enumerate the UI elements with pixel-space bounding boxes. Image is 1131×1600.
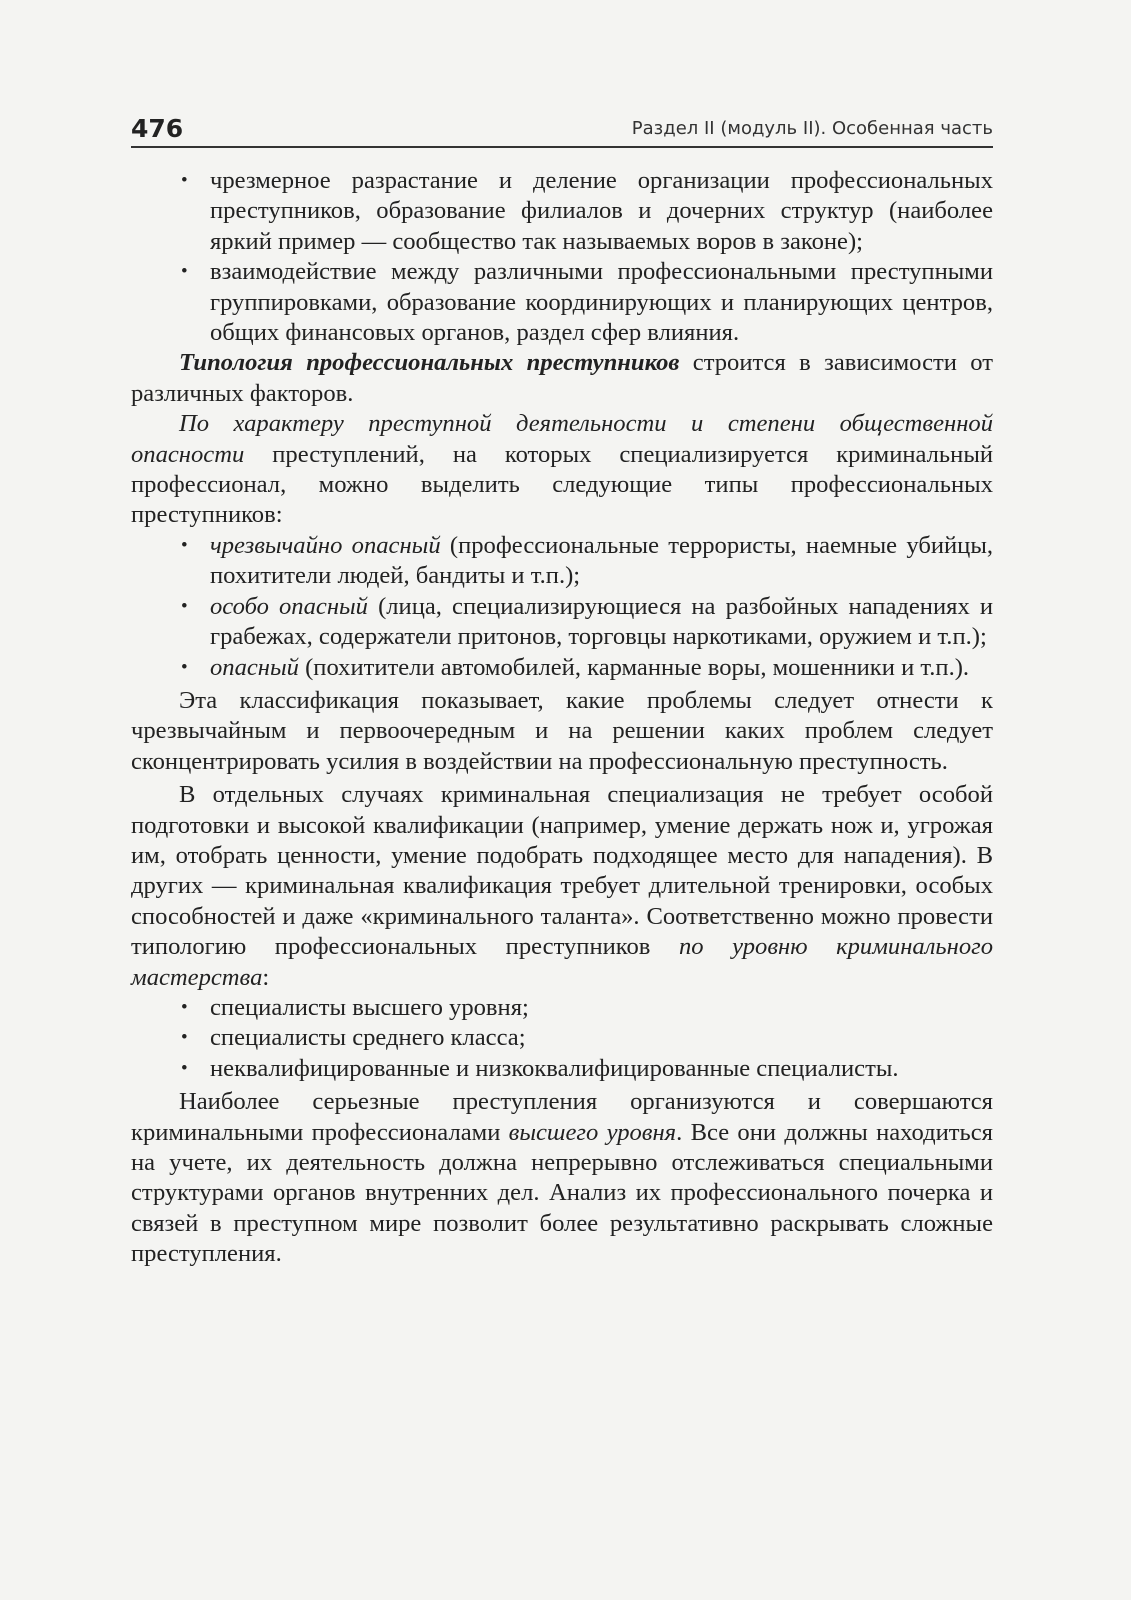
list-item-text: специалисты среднего класса; — [210, 1024, 526, 1052]
top-level-term: высшего уровня — [508, 1118, 677, 1146]
running-head: Раздел II (модуль II). Особенная часть — [631, 118, 993, 139]
bullet-icon: • — [181, 595, 188, 617]
bullet-icon: • — [181, 656, 188, 678]
paragraph-text-end: . Все они должны находиться на учете, их деятельность должна непрерывно отслеживаться специальными структурами органов внутренних дел. Анализ их профессионального почерка и связей в преступном мире позволит более результативно раскрывать сложные преступления. — [131, 1118, 993, 1268]
page-body — [131, 166, 993, 1270]
paragraph-classification: Эта классификация показывает, какие проблемы следует отнести к чрезвычайным и первоочередным и на решении каких проблем следует сконцентрировать усилия в воздействии на профессиональную преступность. — [131, 686, 993, 775]
list-item — [131, 1023, 993, 1053]
bullet-list-skill-types — [131, 993, 993, 1084]
paragraph-text-end: : — [262, 963, 270, 991]
list-item-term: опасный — [210, 653, 299, 681]
list-item-term: чрезвычайно опасный — [210, 531, 441, 559]
list-item — [131, 993, 993, 1023]
skill-term: по уровню криминального мастерства — [131, 933, 994, 991]
list-item — [131, 653, 993, 683]
paragraph-text: В отдельных случаях криминальная специализация не требует особой подготовки и высокой квалификации (например, умение держать нож и, угрожая им, отобрать ценности, умение подобрать подходящее место для нападения). В других — криминальная квалификация требует длительной тренировки, особых способностей и даже «криминального таланта». Соответственно можно провести типологию профессиональных преступников — [131, 781, 993, 961]
bullet-list-problems — [131, 166, 993, 348]
paragraph-top-level — [131, 1087, 993, 1269]
list-item-text: чрезмерное разрастание и деление организации профессиональных преступников, образование филиалов и дочерних структур (наиболее яркий пример — сообщество так называемых воров в законе); — [210, 167, 993, 255]
list-item-text: взаимодействие между различными профессиональными преступными группировками, образование координирующих и планирующих центров, общих финансовых органов, раздел сфер влияния. — [210, 258, 993, 347]
criteria-term: По характеру преступной деятельности и степени общественной опасности — [131, 410, 993, 468]
list-item — [131, 592, 993, 653]
paragraph-text: преступлений, на которых специализируется криминальный профессионал, можно выделить следующие типы профессиональных преступников: — [131, 440, 993, 529]
paragraph-text: Наиболее серьезные преступления организуются и совершаются криминальными профессионалами — [131, 1088, 993, 1146]
bullet-icon: • — [181, 1057, 188, 1079]
page-number: 476 — [131, 114, 184, 143]
bullet-icon: • — [181, 996, 188, 1018]
list-item-term: особо опасный — [210, 592, 368, 620]
list-item — [131, 166, 993, 257]
typology-term: Типология профессиональных преступников — [179, 349, 680, 377]
list-item — [131, 257, 993, 348]
bullet-list-danger-types — [131, 531, 993, 683]
bullet-icon: • — [181, 534, 188, 556]
list-item — [131, 1054, 993, 1084]
list-item-text: (похитители автомобилей, карманные воры, мошенники и т.п.). — [298, 653, 970, 681]
list-item — [131, 531, 993, 592]
page-header — [131, 112, 993, 148]
paragraph-danger-criteria — [131, 409, 993, 531]
paragraph-text: строится в зависимости от различных факторов. — [131, 349, 993, 407]
bullet-icon: • — [181, 1027, 188, 1049]
bullet-icon: • — [181, 170, 188, 191]
list-item-text: (профессиональные террористы, наемные убийцы, похитители людей, бандиты и т.п.); — [210, 531, 994, 590]
list-item-text: специалисты высшего уровня; — [210, 993, 529, 1021]
paragraph-skill-levels — [131, 780, 993, 993]
list-item-text: неквалифицированные и низкоквалифицированные специалисты. — [210, 1054, 899, 1082]
paragraph-typology — [131, 348, 993, 409]
bullet-icon: • — [181, 261, 188, 283]
list-item-text: (лица, специализирующиеся на разбойных нападениях и грабежах, содержатели притонов, торговцы наркотиками, оружием и т.п.); — [210, 592, 993, 651]
